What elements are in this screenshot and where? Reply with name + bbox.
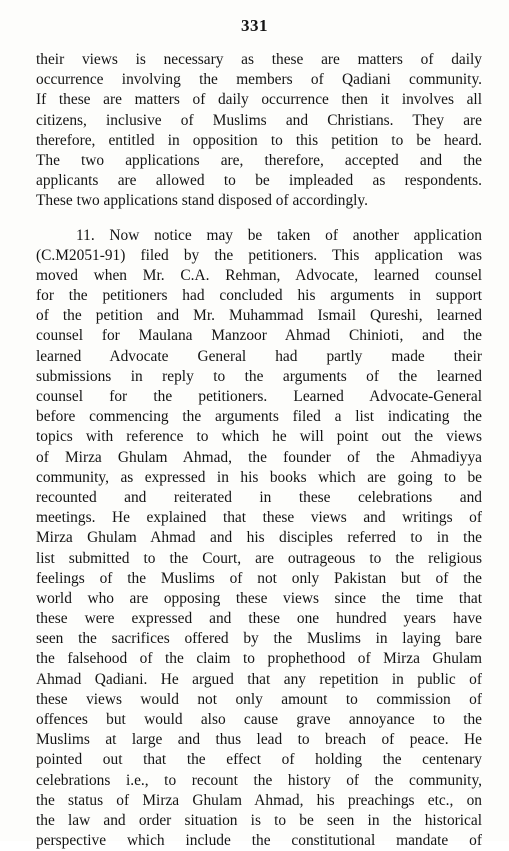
text-line: of Mirza Ghulam Ahmad, the founder of the Ahmadiyya bbox=[36, 448, 482, 468]
text-line: If these are matters of daily occurrence then it involves all bbox=[36, 90, 482, 110]
text-line: Muslims at large and thus lead to breach of peace. He bbox=[36, 730, 482, 750]
paragraph-1 bbox=[36, 50, 482, 212]
text-line: before commencing the arguments filed a list indicating the bbox=[36, 407, 482, 427]
text-line: the law and order situation is to be seen in the historical bbox=[36, 811, 482, 831]
text-line: counsel for the petitioners. Learned Advocate-General bbox=[36, 387, 482, 407]
paragraph-2 bbox=[36, 226, 482, 851]
paragraph-gap bbox=[36, 212, 482, 226]
text-line: counsel for Maulana Manzoor Ahmad Chinioti, and the bbox=[36, 326, 482, 346]
text-line: (C.M2051-91) filed by the petitioners. This application was bbox=[36, 246, 482, 266]
text-line: The two applications are, therefore, accepted and the bbox=[36, 151, 482, 171]
text-line: the status of Mirza Ghulam Ahmad, his preachings etc., on bbox=[36, 791, 482, 811]
text-line: the falsehood of the claim to prophethood of Mirza Ghulam bbox=[36, 649, 482, 669]
text-line: pointed out that the effect of holding the centenary bbox=[36, 750, 482, 770]
text-line: occurrence involving the members of Qadiani community. bbox=[36, 70, 482, 90]
text-line: these were expressed and these one hundred years have bbox=[36, 609, 482, 629]
text-line: topics with reference to which he will point out the views bbox=[36, 427, 482, 447]
text-line: therefore, entitled in opposition to this petition to be heard. bbox=[36, 131, 482, 151]
text-line: submissions in reply to the arguments of the learned bbox=[36, 367, 482, 387]
text-line: list submitted to the Court, are outrageous to the religious bbox=[36, 549, 482, 569]
text-line: seen the sacrifices offered by the Muslims in laying bare bbox=[36, 629, 482, 649]
text-line: feelings of the Muslims of not only Pakistan but of the bbox=[36, 569, 482, 589]
text-line: world who are opposing these views since the time that bbox=[36, 589, 482, 609]
text-line: perspective which include the constitutional mandate of bbox=[36, 831, 482, 851]
text-line: offences but would also cause grave annoyance to the bbox=[36, 710, 482, 730]
text-line: their views is necessary as these are matters of daily bbox=[36, 50, 482, 70]
text-line: learned Advocate General had partly made their bbox=[36, 347, 482, 367]
page-number: 331 bbox=[0, 16, 509, 36]
body-text bbox=[36, 50, 482, 851]
text-line: these views would not only amount to commission of bbox=[36, 690, 482, 710]
text-line: Mirza Ghulam Ahmad and his disciples referred to in the bbox=[36, 528, 482, 548]
text-line: moved when Mr. C.A. Rehman, Advocate, learned counsel bbox=[36, 266, 482, 286]
text-line: citizens, inclusive of Muslims and Christians. They are bbox=[36, 111, 482, 131]
text-line: 11. Now notice may be taken of another application bbox=[36, 226, 482, 246]
text-line: These two applications stand disposed of accordingly. bbox=[36, 191, 482, 211]
text-line: Ahmad Qadiani. He argued that any repetition in public of bbox=[36, 670, 482, 690]
text-line: for the petitioners had concluded his arguments in support bbox=[36, 286, 482, 306]
text-line: of the petition and Mr. Muhammad Ismail Qureshi, learned bbox=[36, 306, 482, 326]
text-line: applicants are allowed to be impleaded as respondents. bbox=[36, 171, 482, 191]
text-line: recounted and reiterated in these celebrations and bbox=[36, 488, 482, 508]
text-line: celebrations i.e., to recount the history of the community, bbox=[36, 771, 482, 791]
text-line: community, as expressed in his books which are going to be bbox=[36, 468, 482, 488]
text-line: meetings. He explained that these views and writings of bbox=[36, 508, 482, 528]
